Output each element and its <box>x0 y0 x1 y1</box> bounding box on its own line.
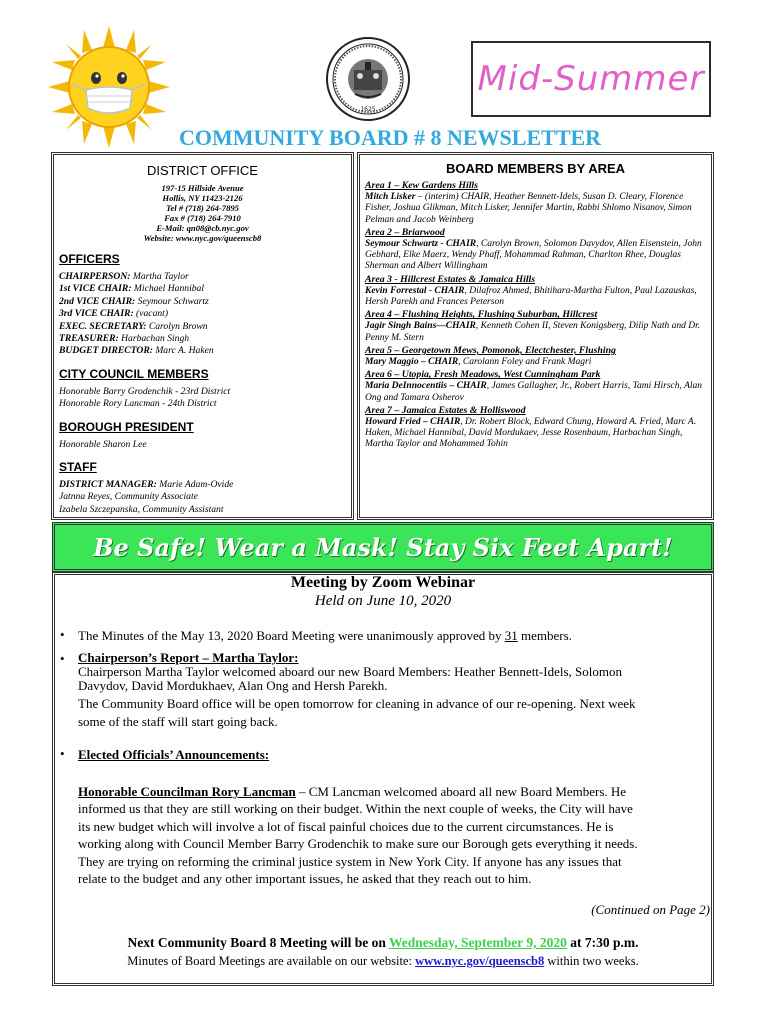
area-members: Mitch Lisker – (interim) CHAIR, Heather Bennett-Idels, Susan D. Cleary, Florence Fisher, Joshua Glikman, Mitch Lisker, Jennifer Martin, Rabbi Shlomo Nisanov, Simon Pelman and Jacob Weinberg <box>365 192 692 225</box>
council-member: Honorable Barry Grodenchik - 23rd District <box>59 385 231 397</box>
board-members-panel <box>357 152 714 520</box>
chair-report-line: Davydov, David Mordukhaev, Alan Ong and Hersh Parekh. <box>78 678 388 693</box>
meeting-date: Held on June 10, 2020 <box>314 593 452 609</box>
area-heading: Area 6 – Utopia, Fresh Meadows, West Cunningham Park <box>365 369 601 381</box>
next-meeting-date: Wednesday, September 9, 2020 <box>388 935 567 950</box>
district-office-panel <box>51 152 354 520</box>
officer-row: TREASURER: Harbachan Singh <box>59 333 190 345</box>
area-members: Kevin Forrestal - CHAIR, Dilafroz Ahmed, Bhitihara-Martha Fulton, Paul Lazauskas, Hersh Parekh and Frances Peterson <box>365 285 697 308</box>
councilman-heading: Honorable Councilman Rory Lancman <box>78 784 296 799</box>
meeting-title: Meeting by Zoom Webinar <box>290 574 476 591</box>
office-website-line: Website: www.nyc.gov/queenscb8 <box>143 233 262 243</box>
officer-row: BUDGET DIRECTOR: Marc A. Haken <box>59 345 214 357</box>
city-seal-icon <box>325 36 411 122</box>
staff-member: Jatnna Reyes, Community Associate <box>59 491 198 503</box>
chair-report-line: some of the staff will start going back. <box>78 714 278 729</box>
bullet-icon: • <box>60 746 65 761</box>
area-members: Jagir Singh Bains—CHAIR, Kenneth Cohen II, Steven Konigsberg, Dilip Nath and Dr. Penny M. Stern <box>365 321 701 343</box>
area-heading: Area 3 - Hillcrest Estates & Jamaica Hills <box>365 273 536 285</box>
officer-row: EXEC. SECRETARY: Carolyn Brown <box>59 320 208 332</box>
city-council-heading: CITY COUNCIL MEMBERS <box>59 366 209 381</box>
chair-report-office <box>78 695 698 731</box>
area-heading: Area 5 – Georgetown Mews, Pomonok, Electchester, Flushing <box>365 344 616 356</box>
officials-heading: Elected Officials’ Announcements: <box>78 747 270 762</box>
officers-heading: OFFICERS <box>59 252 120 266</box>
office-fax-line: Fax # (718) 264-7910 <box>164 213 241 223</box>
district-office-title: DISTRICT OFFICE <box>147 163 258 178</box>
bullet-icon: • <box>60 651 65 666</box>
area-members: Seymour Schwartz - CHAIR, Carolyn Brown, Solomon Davydov, Allen Eisenstein, John Gebhard, Elke Maerz, Wendy Phaff, Mohammad Rahman, Charlton Rhee, Douglas Sherman and Albert Willingham <box>365 238 702 272</box>
councilman-line: relate to the budget and any other important issues, he asked that they reach out to him. <box>78 871 532 887</box>
borough-president-heading: BOROUGH PRESIDENT <box>59 419 194 434</box>
councilman-line: working along with Council Member Barry Grodenchik to make sure our Borough gets everything it needs. <box>78 836 638 852</box>
area-members: Mary Maggio – CHAIR, Carolann Foley and Frank Magri <box>365 356 592 367</box>
councilman-line: informed us that they are still working on their budget. Within the next couple of weeks, the City will have <box>78 801 633 817</box>
area-heading: Area 7 – Jamaica Estates & Holliswood <box>365 404 526 416</box>
midsummer-title-box <box>471 41 711 117</box>
next-meeting-notice: Next Community Board 8 Meeting will be on Wednesday, September 9, 2020 at 7:30 p.m. <box>127 935 639 950</box>
staff-heading: STAFF <box>59 460 97 475</box>
officer-row: 2nd VICE CHAIR: Seymour Schwartz <box>59 295 209 307</box>
board-members-title: BOARD MEMBERS BY AREA <box>445 161 626 176</box>
area-heading: Area 2 – Briarwood <box>365 226 445 238</box>
officer-row: 3rd VICE CHAIR: (vacant) <box>59 308 169 320</box>
office-address-line: 197-15 Hillside Avenue <box>161 183 244 193</box>
chair-report-line: Chairperson Martha Taylor welcomed aboard our new Board Members: Heather Bennett-Idels, Solomon <box>78 664 622 679</box>
chair-report-line: The Community Board office will be open tomorrow for cleaning in advance of our re-opening. Next week <box>78 696 636 711</box>
safety-banner-text: Be Safe! Wear a Mask! Stay Six Feet Apart! <box>93 532 673 562</box>
minutes-approval-text: The Minutes of the May 13, 2020 Board Meeting were unanimously approved by 31 members. <box>78 628 572 643</box>
office-city-line: Hollis, NY 11423-2126 <box>162 193 243 203</box>
chair-report <box>78 651 698 693</box>
area-members: Maria DeInnocentiis – CHAIR, James Gallagher, Jr., Robert Harris, Tami Hirsch, Alan Ong and Tamara Osherov <box>365 381 703 403</box>
councilman-line: its new budget which will involve a lot of fiscal painful choices due to the current circumstances. He is <box>78 818 614 834</box>
officer-row: 1st VICE CHAIR: Michael Hannibal <box>59 283 204 295</box>
councilman-report: Honorable Councilman Rory Lancman – CM Lancman welcomed aboard all new Board Members. He informed us that they are still working on their budget. Within the next couple of weeks, the City will have its new budget which will involve a lot of fiscal painful choices due to the current circumstances. He is working along with Council Member Barry Grodenchik to make sure our Borough gets everything it needs. They are trying on reforming the criminal justice system in New York City. If anyone has any issues that relate to the budget and any other important issues, he asked that they reach out to him. <box>78 783 698 887</box>
council-member: Honorable Rory Lancman - 24th District <box>59 398 217 410</box>
sun-with-mask-icon <box>48 26 170 148</box>
district-manager-row: DISTRICT MANAGER: Marie Adam-Ovide <box>59 479 234 491</box>
safety-banner <box>52 522 714 572</box>
officers-list <box>59 271 346 358</box>
office-tel-line: Tel # (718) 264-7895 <box>166 203 239 213</box>
area-members: Howard Fried – CHAIR, Dr. Robert Block, Edward Chung, Howard A. Fried, Marc A. Haken, Michael Hannibal, David Mordukaev, Jesse Rosenbaum, Harbachan Singh, Martha Taylor and Mohammed Tohin <box>365 416 697 450</box>
website-notice: Minutes of Board Meetings are available on our website: www.nyc.gov/queenscb8 within two weeks. <box>127 954 639 968</box>
chair-report-heading: Chairperson’s Report – Martha Taylor: <box>78 650 299 665</box>
area-heading: Area 1 – Kew Gardens Hills <box>365 180 478 191</box>
midsummer-title: Mid-Summer <box>477 59 705 99</box>
officer-row: CHAIRPERSON: Martha Taylor <box>59 271 189 282</box>
continued-note: (Continued on Page 2) <box>591 902 710 917</box>
councilman-line: They are trying on reforming the criminal justice system in New York City. If anyone has any issues that <box>78 853 622 869</box>
borough-president-name: Honorable Sharon Lee <box>59 438 147 450</box>
area-heading: Area 4 – Flushing Heights, Flushing Suburban, Hillcrest <box>365 309 598 321</box>
bullet-icon: • <box>60 627 65 642</box>
website-link[interactable]: www.nyc.gov/queenscb8 <box>415 954 545 968</box>
office-email-line: E-Mail: qn08@cb.nyc.gov <box>156 223 249 233</box>
svg-text:1625: 1625 <box>360 106 376 113</box>
staff-member: Izabela Szczepanska, Community Assistant <box>59 503 224 515</box>
newsletter-title: COMMUNITY BOARD # 8 NEWSLETTER <box>178 125 602 150</box>
